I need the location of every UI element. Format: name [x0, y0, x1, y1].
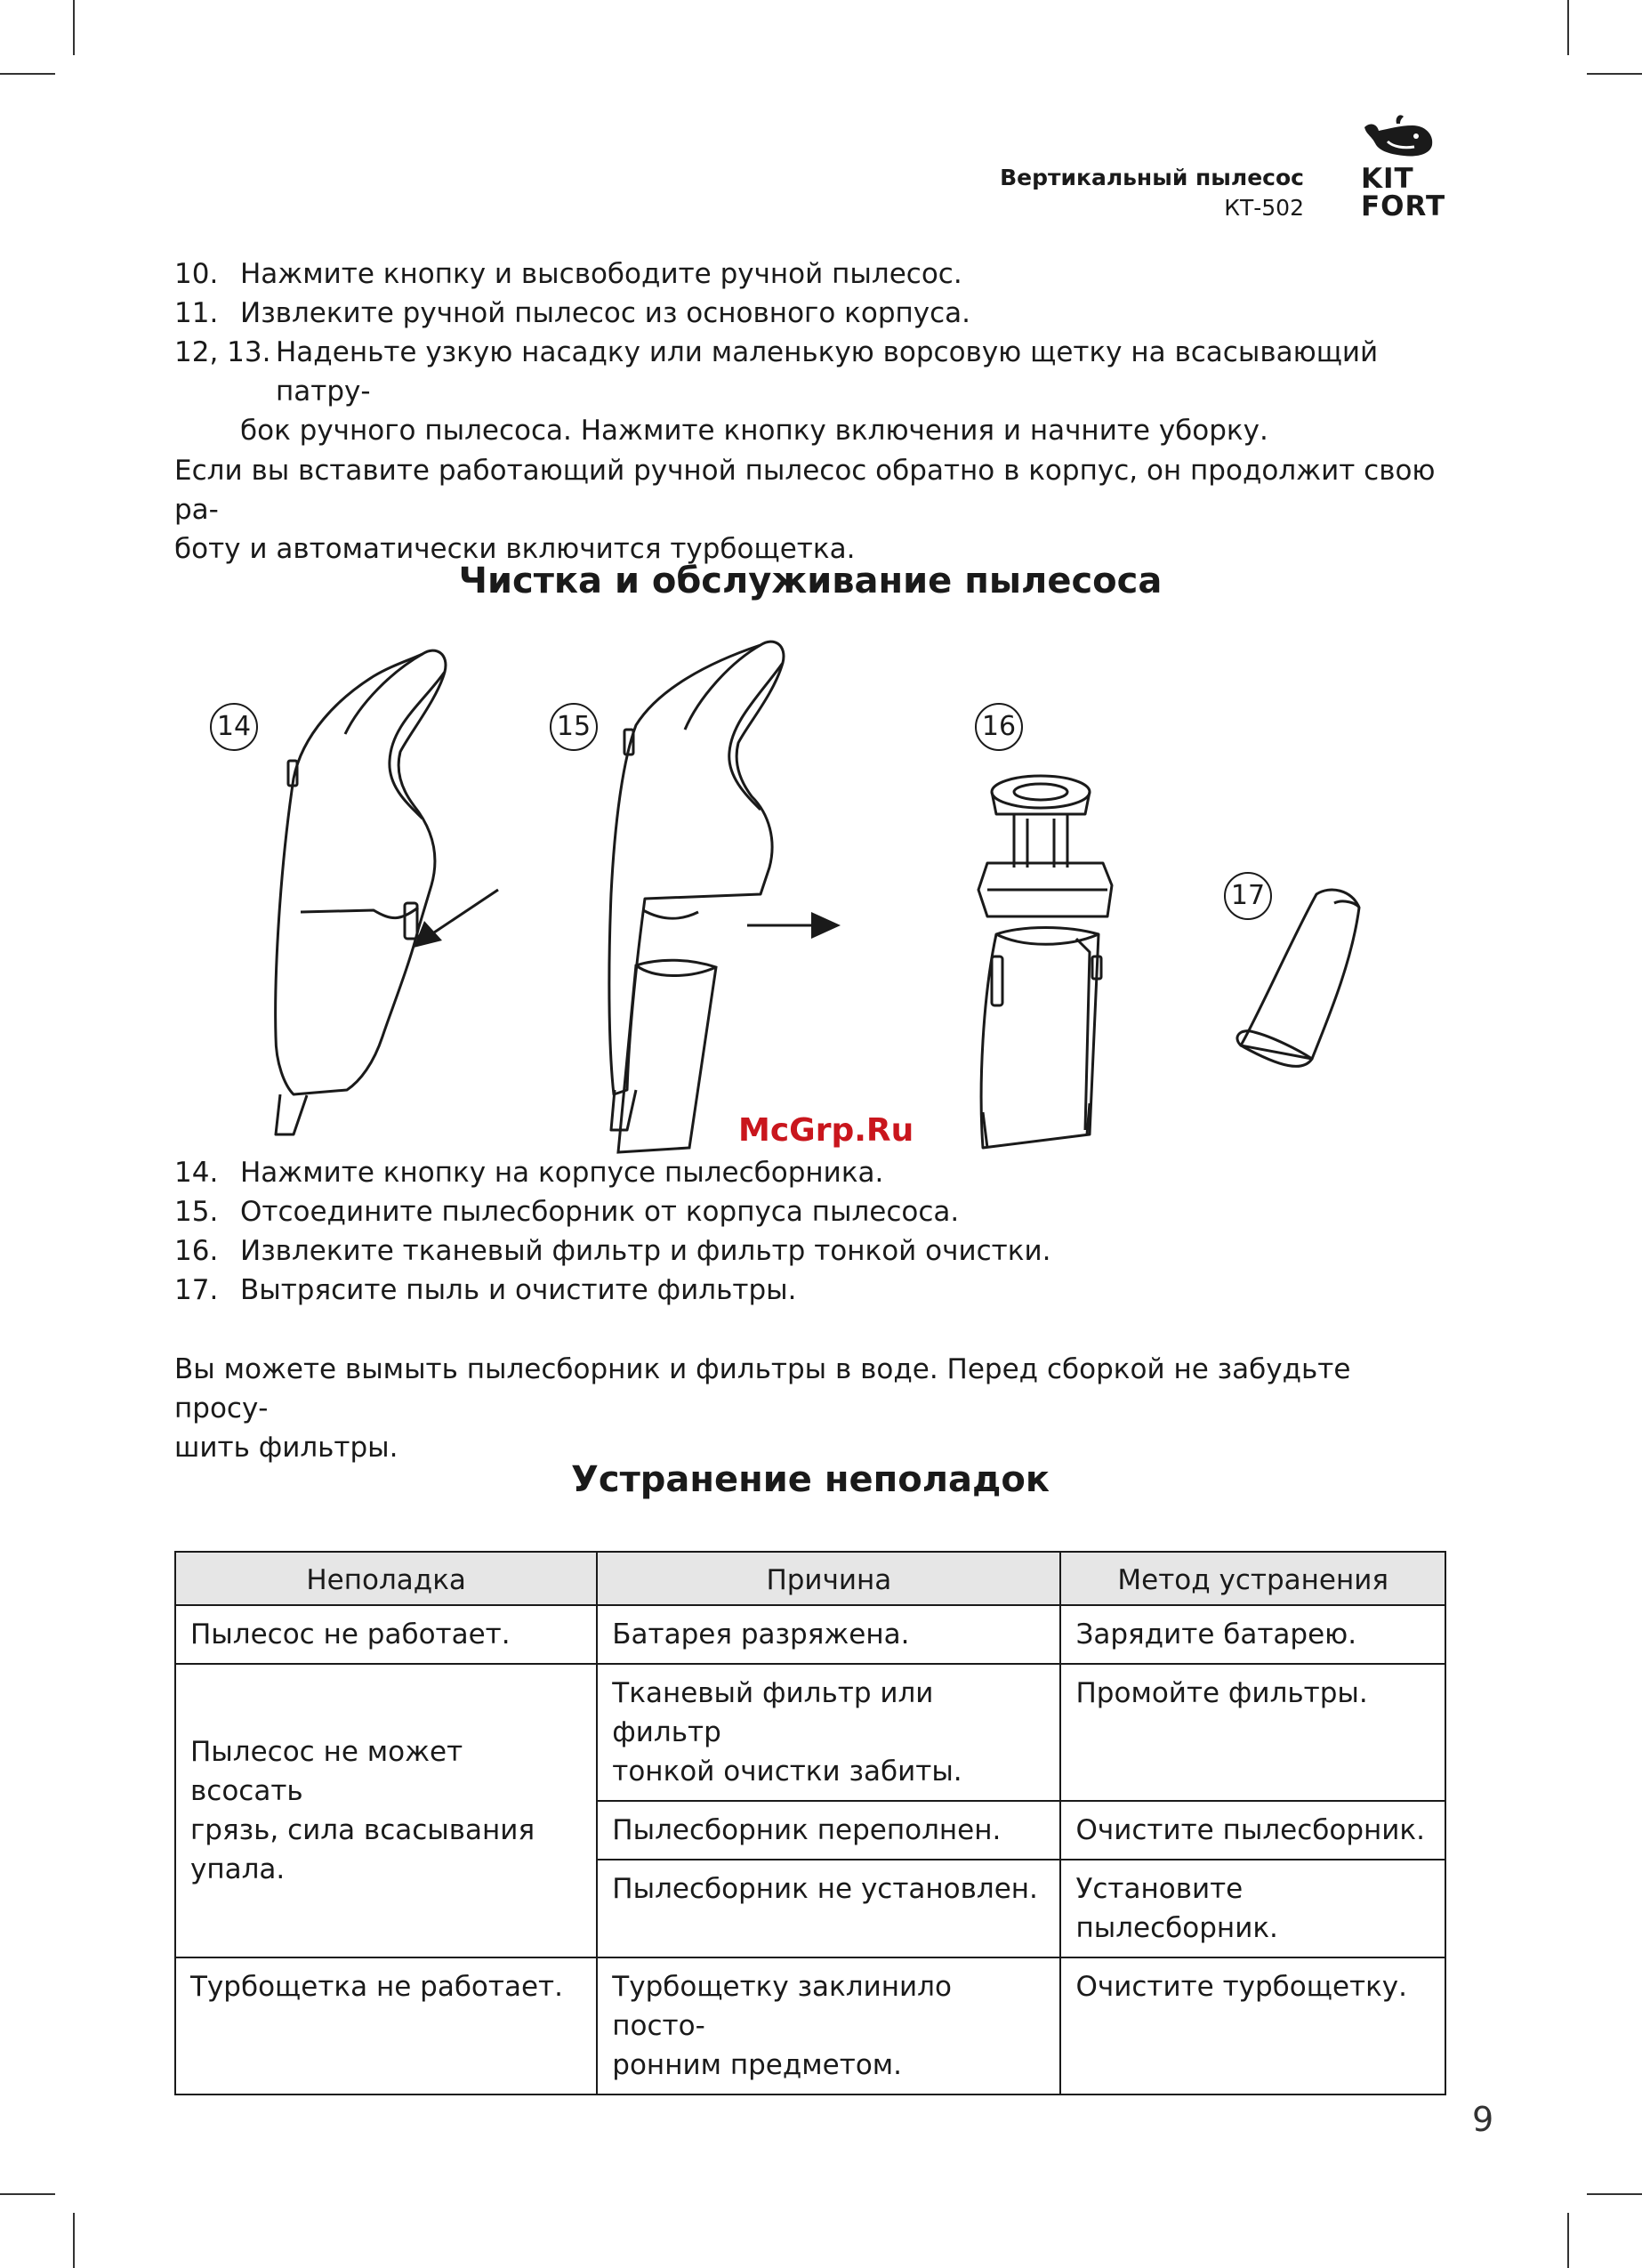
section-heading-cleaning: Чистка и обслуживание пылесоса: [458, 561, 1163, 601]
list-item: [174, 1271, 1446, 1310]
list-item-continuation: [174, 411, 1446, 450]
paragraph-turbo-brush: [174, 451, 1446, 569]
table-row: [175, 1664, 1445, 1801]
cell-line: тонкой очистки забиты.: [612, 1755, 962, 1788]
step-text: Извлеките тканевый фильтр и фильтр тонкой очистки.: [240, 1235, 1051, 1267]
fix-cell: Зарядите батарею.: [1060, 1605, 1445, 1664]
paragraph-line: шить фильтры.: [174, 1432, 398, 1464]
arrow-icon: [747, 908, 845, 943]
paragraph-washing: [174, 1350, 1446, 1467]
watermark: McGrp.Ru: [738, 1112, 914, 1149]
whale-icon: [1361, 111, 1436, 159]
crop-mark: [73, 2213, 75, 2268]
step-text: Наденьте узкую насадку или маленькую ворсовую щетку на всасывающий патру-: [276, 336, 1379, 408]
step-text: Вытрясите пыль и очистите фильтры.: [240, 1274, 797, 1306]
paragraph-line: Если вы вставите работающий ручной пылесос обратно в корпус, он продолжит свою ра-: [174, 455, 1436, 526]
cause-cell: Пылесборник переполнен.: [597, 1801, 1060, 1860]
step-text: Нажмите кнопку на корпусе пылесборника.: [240, 1157, 884, 1189]
page-number: 9: [1472, 2100, 1494, 2139]
figure-label-14: 14: [210, 703, 258, 751]
steps-list-bottom: [174, 1153, 1446, 1310]
crop-mark: [1567, 2213, 1569, 2268]
cell-line: Тканевый фильтр или фильтр: [612, 1677, 934, 1748]
shake-out-filter-illustration: [1219, 881, 1397, 1086]
logo-text-fort: FORT: [1361, 190, 1446, 222]
page-header: [1000, 163, 1304, 223]
paragraph-line: боту и автоматически включится турбощетка.: [174, 533, 856, 565]
fix-cell: Очистите пылесборник.: [1060, 1801, 1445, 1860]
crop-mark: [1567, 0, 1569, 55]
list-item: [174, 1192, 1446, 1231]
step-number: 12, 13.: [174, 336, 271, 368]
logo-text-kit: KIT: [1361, 163, 1414, 195]
steps-list-top: [174, 254, 1446, 450]
crop-mark: [0, 2193, 55, 2195]
step-number: 16.: [174, 1235, 219, 1267]
step-number: 17.: [174, 1274, 219, 1306]
step-number: 10.: [174, 258, 219, 290]
column-header: Неполадка: [175, 1552, 597, 1605]
step-number: 11.: [174, 297, 219, 329]
table-row: [175, 1605, 1445, 1664]
cell-line: ронним предметом.: [612, 2049, 903, 2081]
column-header: Причина: [597, 1552, 1060, 1605]
problem-cell: Турбощетка не работает.: [175, 1957, 597, 2094]
model-number: КТ-502: [1224, 195, 1304, 221]
crop-mark: [1587, 2193, 1642, 2195]
problem-cell: Пылесос не работает.: [175, 1605, 597, 1664]
cell-line: грязь, сила всасывания упала.: [190, 1814, 535, 1885]
list-item: [174, 1231, 1446, 1271]
step-text: Нажмите кнопку и высвободите ручной пылесос.: [240, 258, 962, 290]
figure-label-15: 15: [550, 703, 598, 751]
step-text: бок ручного пылесоса. Нажмите кнопку включения и начните уборку.: [240, 415, 1268, 447]
crop-mark: [1587, 73, 1642, 75]
paragraph-line: Вы можете вымыть пылесборник и фильтры в воде. Перед сборкой не забудьте просу-: [174, 1353, 1351, 1425]
fix-cell: Промойте фильтры.: [1060, 1664, 1445, 1801]
step-number: 15.: [174, 1196, 219, 1228]
list-item: [174, 1153, 1446, 1192]
cell-line: Пылесос не может всосать: [190, 1736, 463, 1807]
product-title: Вертикальный пылесос: [1000, 165, 1304, 190]
column-header: Метод устранения: [1060, 1552, 1445, 1605]
problem-cell: [175, 1664, 597, 1957]
figure-label-17: 17: [1224, 872, 1272, 920]
step-number: 14.: [174, 1157, 219, 1189]
fix-cell: Очистите турбощетку.: [1060, 1957, 1445, 2094]
troubleshooting-table: [174, 1551, 1446, 2095]
list-item: [174, 254, 1446, 294]
cause-cell: Пылесборник не установлен.: [597, 1860, 1060, 1957]
list-item: [174, 333, 1446, 411]
cause-cell: [597, 1957, 1060, 2094]
cause-cell: Батарея разряжена.: [597, 1605, 1060, 1664]
section-heading-troubleshooting: Устранение неполадок: [571, 1459, 1050, 1500]
figure-label-16: 16: [975, 703, 1023, 751]
illustrations-area: [178, 614, 1441, 1166]
crop-mark: [73, 0, 75, 55]
fix-cell: Установите пылесборник.: [1060, 1860, 1445, 1957]
cause-cell: [597, 1664, 1060, 1801]
cell-line: Турбощетку заклинило посто-: [612, 1971, 952, 2042]
list-item: [174, 294, 1446, 333]
step-text: Извлеките ручной пылесос из основного корпуса.: [240, 297, 971, 329]
table-header-row: [175, 1552, 1445, 1605]
table-row: [175, 1957, 1445, 2094]
crop-mark: [0, 73, 55, 75]
step-text: Отсоедините пылесборник от корпуса пылесоса.: [240, 1196, 960, 1228]
dust-container-detach-illustration: [574, 627, 841, 1161]
kitfort-logo: [1361, 111, 1450, 222]
arrow-icon: [405, 885, 503, 956]
filters-removal-illustration: [934, 765, 1156, 1166]
